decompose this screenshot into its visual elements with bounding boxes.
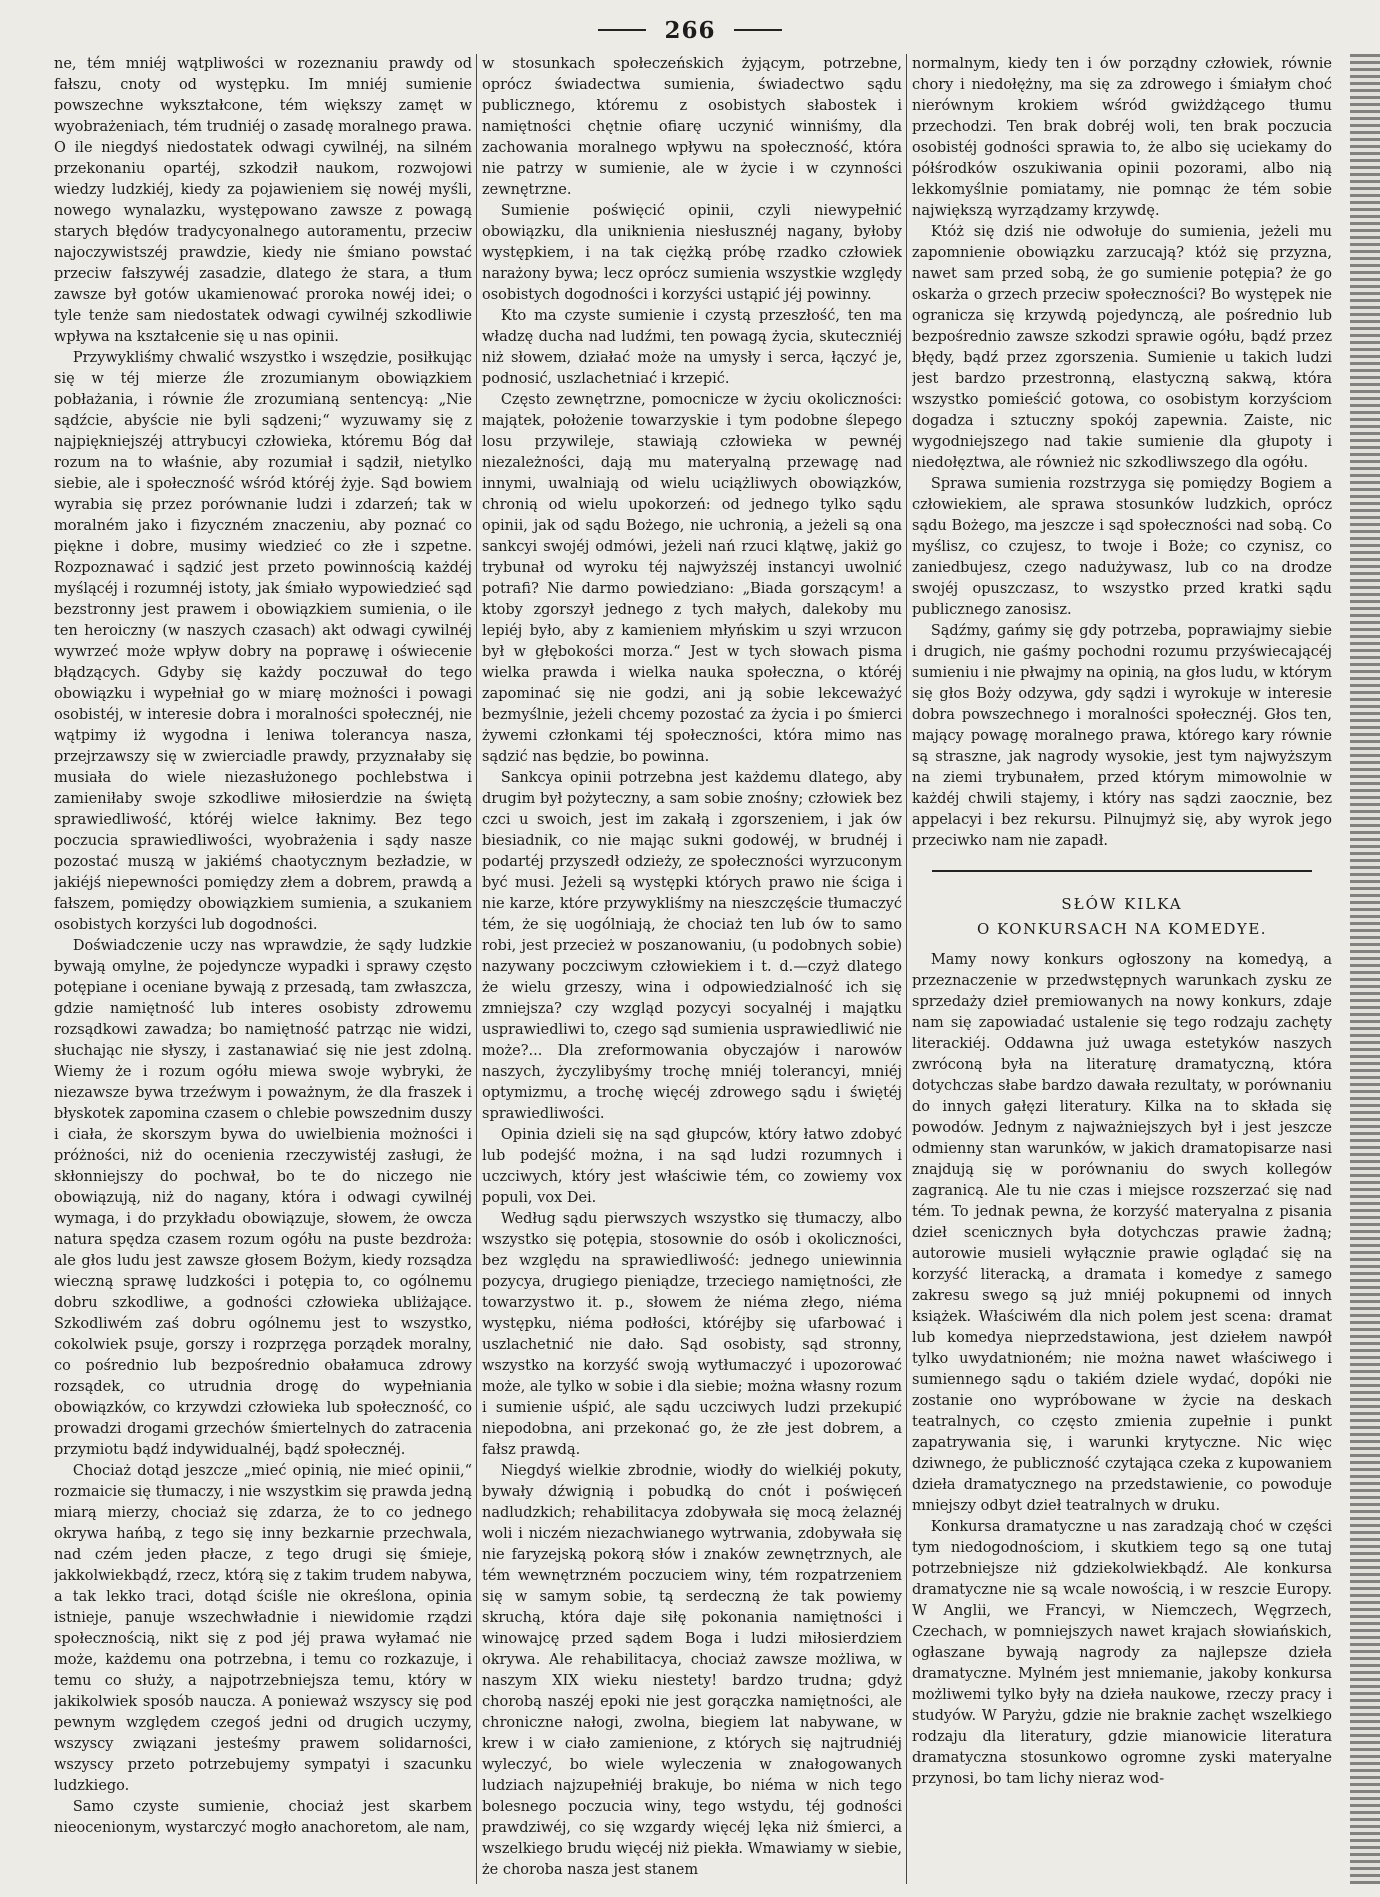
page-number: 266 <box>664 16 716 44</box>
column-divider-2 <box>906 54 907 1884</box>
paragraph: Niegdyś wielkie zbrodnie, wiodły do wielkiéj pokuty, bywały dźwignią i pobudką do cnót i poświęceń nadludzkich; rehabilitacya zdobywała się mocą żelaznéj woli i niczém niezachwianego wytrwania, zdobywała się nie faryzejską pokorą słów i znaków zewnętrznych, ale tém wewnętrzném poczuciem winy, tém rozpatrzeniem się w samym sobie, tą serdeczną że tak powiemy skruchą, która daje siłę pokonania namiętności i winowajcę przed sądem Boga i ludzi miłosierdziem okrywa. Ale rehabilitacya, chociaż zawsze możliwa, w naszym XIX wieku niestety! bardzo trudna; gdyż chorobą naszéj epoki nie jest gorączka namiętności, ale chroniczne nałogi, zwolna, biegiem lat nabywane, w krew i w ciało zamienione, z których się najtrudniéj wyleczyć, bo wiele wyleczenia w znałogowanych ludziach najzupełniéj brakuje, bo niéma w nich tego bolesnego poczucia winy, tego wstydu, téj godności prawdziwéj, co się wzgardy więcéj lęka niż śmierci, a wszelkiego brudu więcéj niż piekła. Wmawiamy w siebie, że choroba nasza jest stanem <box>482 1463 902 1878</box>
section-subtitle: O KONKURSACH NA KOMEDYE. <box>976 920 1268 938</box>
paragraph: Przywykliśmy chwalić wszystko i wszędzie, posiłkując się w téj mierze źle zrozumianym obowiązkiem pobłażania, i równie źle zrozumianą sentencyą: „Nie sądźcie, abyście nie byli sądzeni;“ wyzuwamy się z najpiękniejszéj attrybucyi człowieka, któremu Bóg dał rozum na to właśnie, aby rozumiał i sądził, nietylko siebie, ale i społeczność wśród któréj żyje. Sąd bowiem wyrabia się przez porównanie ludzi i zdarzeń; tak w moralném jako i fizyczném znaczeniu, aby poznać co piękne i dobre, musimy wiedzieć co złe i szpetne. Rozpoznawać i sądzić jest przeto powinnością każdéj myślącéj i rozumnéj istoty, jak śmiało wypowiedzieć sąd bezstronny jest prawem i obowiązkiem sumienia, o ile ten heroiczny (w naszych czasach) akt odwagi cywilnéj wywrzeć może wpływ dobry na poprawę i oświecenie błądzących. Gdyby się każdy poczuwał do tego obowiązku i wypełniał go w miarę możności i powagi osobistéj, w interesie dobra i moralności społecznéj, nie wątpimy iż wygodna i leniwa tolerancya nasza, przejrzawszy się w zwierciadle prawdy, przyznałaby się musiała do wiele niezasłużonego pochlebstwa i zamieniłaby swoje szkodliwe miłosierdzie na świętą sprawiedliwość, któréj wielce łaknimy. Bez tego poczucia sprawiedliwości, wyobrażenia i sądy nasze pozostać muszą w jakiémś chaotycznym bezładzie, w jakiéjś niepewności pomiędzy złem a dobrem, prawdą a fałszem, pomiędzy obowiązkiem sumienia, a szukaniem osobistych korzyści lub dogodności. <box>54 350 472 933</box>
paragraph: normalnym, kiedy ten i ów porządny człowiek, równie chory i niedołężny, ma się za zdrowego i śmiałym choć nierównym krokiem wśród gwiżdżącego tłumu przechodzi. Ten brak dobréj woli, ten brak poczucia osobistéj godności sprawia to, że albo się uciekamy do półśrodków oszukiwania opinii pozorami, albo nią lekkomyślnie pomiatamy, nie pomnąc że tém sobie największą wyrządzamy krzywdę. <box>912 56 1332 219</box>
paragraph: Doświadczenie uczy nas wprawdzie, że sądy ludzkie bywają omylne, że pojedyncze wypadki i sprawy często potępiane i oceniane bywają z przesadą, tam zwłaszcza, gdzie namiętność lub interes osobisty zdrowemu rozsądkowi zawadza; bo namiętność patrząc nie widzi, słuchając nie słyszy, i zastanawiać się nie jest zdolną. Wiemy że i rozum ogółu miewa swoje wybryki, że niezawsze bywa trzeźwym i poważnym, że dla fraszek i błyskotek zapomina czasem o chlebie powszednim duszy i ciała, że skorszym bywa do uwielbienia możności i próżności, niż do ocenienia rzeczywistéj zasługi, że skłonniejszy do pochwał, bo te do niczego nie obowiązują, niż do nagany, która i odwagi cywilnéj wymaga, i do przykładu obowiązuje, słowem, że owcza natura spędza czasem rozum ogółu na puste bezdroża: ale głos ludu jest zawsze głosem Bożym, kiedy rozsądza wieczną sprawę ludzkości i potępia to, co ogólnemu dobru szkodliwe, a godności człowieka ubliżające. Szkodliwém zaś dobru ogólnemu jest to wszystko, cokolwiek psuje, gorszy i rozprzęga porządek moralny, co pośrednio lub bezpośrednio obałamuca zdrowy rozsądek, co utrudnia drogę do wypełniania obowiązków, co krzywdzi człowieka lub społeczność, co prowadzi drogami grzechów śmiertelnych do zatracenia przymiotu bądź indywidualnéj, bądź społecznéj. <box>54 938 472 1458</box>
paragraph: Chociaż dotąd jeszcze „mieć opinią, nie mieć opinii,“ rozmaicie się tłumaczy, i nie wszystkim się prawda jedną miarą mierzy, chociaż się zdarza, że to co jednego okrywa hańbą, z tego się inny bezkarnie przechwala, nad czém jeden płacze, z tego drugi się śmieje, jakkolwiekbądź, rzecz, którą się z takim trudem nabywa, a tak lekko traci, dotąd ściśle nie określona, opinia istnieje, panuje wszechwładnie i niewidomie rządzi społecznością, nikt się z pod jéj prawa wyłamać nie może, każdemu ona potrzebna, i temu co rozkazuje, i temu co służy, a najpotrzebniejsza temu, który w jakikolwiek sposób naucza. A ponieważ wszyscy się pod pewnym względem czegoś jedni od drugich uczymy, wszyscy związani jesteśmy prawem solidarności, wszyscy przeto potrzebujemy sympatyi i szacunku ludzkiego. <box>54 1463 472 1794</box>
paragraph: w stosunkach społeczeńskich żyjącym, potrzebne, oprócz świadectwa sumienia, świadectwo sądu publicznego, któremu z osobistych słabostek i namiętności chętnie ofiarę uczynić winniśmy, dla zachowania moralnego wpływu na społeczność, która nie patrzy w sumienie, ale w życie i w czynności zewnętrzne. <box>482 56 902 198</box>
page-header <box>0 14 1380 46</box>
column-divider-1 <box>476 54 477 1884</box>
section-title: SŁÓW KILKA <box>1061 895 1183 913</box>
paragraph: Mamy nowy konkurs ogłoszony na komedyą, a przeznaczenie w przedwstępnych warunkach zysku ze sprzedaży dzieł premiowanych na nowy konkurs, zdaje nam się zapowiadać ustalenie się tego rodzaju zachęty literackiéj. Oddawna już uwaga estetyków naszych zwróconą była na literaturę dramatyczną, która dotychczas słabe bardzo dawała rezultaty, w porównaniu do innych gałęzi literatury. Kilka na to składa się powodów. Jednym z najważniejszych był i jest jeszcze odmienny stan warunków, w jakich dramatopisarze nasi znajdują się w porównaniu do swych kollegów zagranicą. Ale tu nie czas i miejsce rozszerzać się nad tém. To jednak pewna, że korzyść materyalna z pisania dzieł scenicznych była dotychczas prawie żadną; autorowie musieli wyłącznie prawie oglądać się na korzyść literacką, a dramata i komedye z samego zakresu swego są już mniéj pokupnemi od innych książek. Właściwém dla nich polem jest scena: dramat lub komedya nieprzedstawiona, jest dziełem nawpół tylko uwydatnioném; nie można nawet właściwego i sumiennego sądu o takiém dziele wydać, dopóki nie zostanie ono wypróbowane w życie na deskach teatralnych, co często zmienia zupełnie i punkt zapatrywania się, i warunki krytyczne. Nic więc dziwnego, że publiczność czytająca czeka z kupowaniem dzieła dramatycznego na przedstawienie, co powoduje mniejszy odbyt dzieł teatralnych w druku. <box>912 952 1332 1514</box>
paragraph: Sprawa sumienia rozstrzyga się pomiędzy Bogiem a człowiekiem, ale sprawa stosunków ludzkich, oprócz sądu Bożego, ma jeszcze i sąd społeczności nad sobą. Co myślisz, co czujesz, to twoje i Boże; co czynisz, co zaniedbujesz, czego nadużywasz, lub co na drodze swojéj opuszczasz, to wszystko przed kratki sądu publicznego zanosisz. <box>912 476 1332 618</box>
paragraph: Kto ma czyste sumienie i czystą przeszłość, ten ma władzę ducha nad ludźmi, ten powagą życia, skuteczniéj niż słowem, działać może na umysły i serca, łączyć je, podnosić, uszlachetniać i krzepić. <box>482 308 902 387</box>
paragraph: Konkursa dramatyczne u nas zaradzają choć w części tym niedogodnościom, i skutkiem tego są one tutaj potrzebniejsze niż gdziekolwiekbądź. Ale konkursa dramatyczne nie są wcale nowością, i w reszcie Europy. W Anglii, we Francyi, w Niemczech, Węgrzech, Czechach, w pomniejszych nawet krajach słowiańskich, ogłaszane bywają nagrody za najlepsze dzieła dramatyczne. Mylném jest mniemanie, jakoby konkursa możliwemi tylko były na dzieła naukowe, rzeczy pracy i studyów. W Paryżu, gdzie nie braknie zachęt wszelkiego rodzaju dla literatury, gdzie mianowicie literatura dramatyczna stosunkowo ogromne zyski materyalne przynosi, bo tam lichy nieraz wod- <box>912 1519 1332 1787</box>
paragraph: Sumienie poświęcić opinii, czyli niewypełnić obowiązku, dla uniknienia niesłusznéj nagany, byłoby występkiem, i na tak ciężką próbę rzadko człowiek narażony bywa; lecz oprócz sumienia wszystkie względy osobistych dogodności i korzyści ustąpić jéj powinny. <box>482 203 902 303</box>
paragraph: Samo czyste sumienie, chociaż jest skarbem nieocenionym, wystarczyć mogło anachoretom, ale nam, <box>54 1799 472 1836</box>
paragraph: Sankcya opinii potrzebna jest każdemu dlatego, aby drugim był pożyteczny, a sam sobie znośny; człowiek bez czci u swoich, jest im zakałą i zgorszeniem, i jak ów biesiadnik, co nie mając sukni godowéj, w brudnéj i podartéj przyszedł odzieży, ze społeczności wyrzuconym być musi. Jeżeli są występki których prawo nie ściga i nie karze, które przywykliśmy na nieszczęście tłumaczyć tém, że się uogólniają, że chociaż ten lub ów to samo robi, jest przecież w poszanowaniu, (u podobnych sobie) nazywany poczciwym człowiekiem i t. d.—czyż dlatego że wielu grzeszy, wina i odpowiedzialność ich się zmniejsza? czy wzgląd pozycyi socyalnéj i majątku usprawiedliwi to, czego sąd sumienia usprawiedliwić nie może?... Dla zreformowania obyczajów i narowów naszych, życzylibyśmy trochę mniéj tolerancyi, mniéj optymizmu, a trochę więcéj zdrowego sądu i świętéj sprawiedliwości. <box>482 770 902 1122</box>
paragraph: Według sądu pierwszych wszystko się tłumaczy, albo wszystko się potępia, stosownie do osób i okoliczności, bez względu na sprawiedliwość: jednego uniewinnia pozycya, drugiego pieniądze, trzeciego namiętności, złe towarzystwo it. p., słowem że niéma złego, niéma występku, niéma podłości, któréjby się ufarbować i uszlachetnić nie dało. Sąd osobisty, sąd stronny, wszystko na korzyść swoją wytłumaczyć i upozorować może, ale tylko w sobie i dla siebie; można własny rozum i sumienie uśpić, ale sądu uczciwych ludzi przekupić niepodobna, ani przekonać go, że złe jest dobrem, a fałsz prawdą. <box>482 1211 902 1458</box>
header-dash-right <box>734 29 782 31</box>
column-1 <box>54 54 472 1884</box>
paragraph: Któż się dziś nie odwołuje do sumienia, jeżeli mu zapomnienie obowiązku zarzucają? któż się przyzna, nawet sam przed sobą, że go sumienie potępia? że go oskarża o grzech przeciw społeczności? Bo występek nie ogranicza się krzywdą pojedynczą, ale pośrednio lub bezpośrednio zawsze szkodzi sprawie ogółu, bądź przez błędy, bądź przez zgorszenia. Sumienie u takich ludzi jest bardzo przestronną, elastyczną sakwą, która wszystko pomieścić gotowa, co osobistym korzyściom dogadza i sztuczny spokój zapewnia. Zaiste, nic wygodniejszego nad takie sumienie dla głupoty i niedołęztwa, ale również nic szkodliwszego dla ogółu. <box>912 224 1332 471</box>
adjacent-page-edge <box>1350 54 1380 1884</box>
section-separator <box>932 870 1312 872</box>
paragraph: ne, tém mniéj wątpliwości w rozeznaniu prawdy od fałszu, cnoty od występku. Im mniéj sumienie powszechne wykształcone, tém większy zamęt w wyobrażeniach, tém trudniéj o zasadę moralnego prawa. O ile niegdyś niedostatek odwagi cywilnéj, na silném przekonaniu opartéj, szkodził naukom, rozwojowi wiedzy ludzkiéj, kiedy za pojawieniem się nowéj myśli, nowego wynalazku, występowano zawsze z powagą starych błędów tradycyonalnego autoramentu, przeciw najoczywistszéj prawdzie, kiedy nie śmiano powstać przeciw fałszywéj zasadzie, dlatego że stara, a tłum zawsze był gotów ukamienować proroka nowéj idei; o tyle tenże sam niedostatek odwagi cywilnéj szkodliwie wpływa na kształcenie się u nas opinii. <box>54 56 472 345</box>
column-3 <box>912 54 1332 1884</box>
paragraph: Często zewnętrzne, pomocnicze w życiu okoliczności: majątek, położenie towarzyskie i tym podobne ślepego losu przywileje, stawiają człowieka w pewnéj niezależności, dają mu materyalną przewagę nad innymi, uwalniają od wielu uciążliwych obowiązków, chronią od wielu upokorzeń: od jednego tylko sądu opinii, jak od sądu Bożego, nie uchronią, a jeżeli są ona sankcyi swojéj odmówi, jeżeli nań rzuci klątwę, jakiż go trybunał od wyroku téj najwyższéj instancyi uwolnić potrafi? Nie darmo powiedziano: „Biada gorszącym! a ktoby zgorszył jednego z tych małych, dalekoby mu lepiéj było, aby z kamieniem młyńskim u szyi wrzucon był w głębokości morza.“ Jest w tych słowach pisma wielka prawda i wielka nauka społeczna, o któréj zapominać się nie godzi, ani ją sobie lekceważyć bezmyślnie, jeżeli chcemy pozostać za życia i po śmierci żywemi członkami téj społeczności, która mimo nas sądzić nas będzie, bo powinna. <box>482 392 902 765</box>
column-2 <box>482 54 902 1884</box>
paragraph: Opinia dzieli się na sąd głupców, który łatwo zdobyć lub podejść można, i na sąd ludzi rozumnych i uczciwych, który jest właściwie tém, co zowiemy vox populi, vox Dei. <box>482 1127 902 1206</box>
header-dash-left <box>598 29 646 31</box>
paragraph: Sądźmy, gańmy się gdy potrzeba, poprawiajmy siebie i drugich, nie gaśmy pochodni rozumu przyświecającéj sumieniu i nie płwajmy na opinią, na głos ludu, w którym się głos Boży odzywa, gdy sądzi i wyrokuje w interesie dobra powszechnego i moralności społecznéj. Głos ten, mający powagę moralnego prawa, którego kary równie są straszne, jak nagrody wysokie, jest tym najwyższym na ziemi trybunałem, przed którym mimowolnie w każdéj chwili stajemy, i który nas sądzi zaocznie, bez appelacyi i bez rekursu. Pilnujmyż się, aby wyrok jego przeciwko nam nie zapadł. <box>912 623 1332 849</box>
